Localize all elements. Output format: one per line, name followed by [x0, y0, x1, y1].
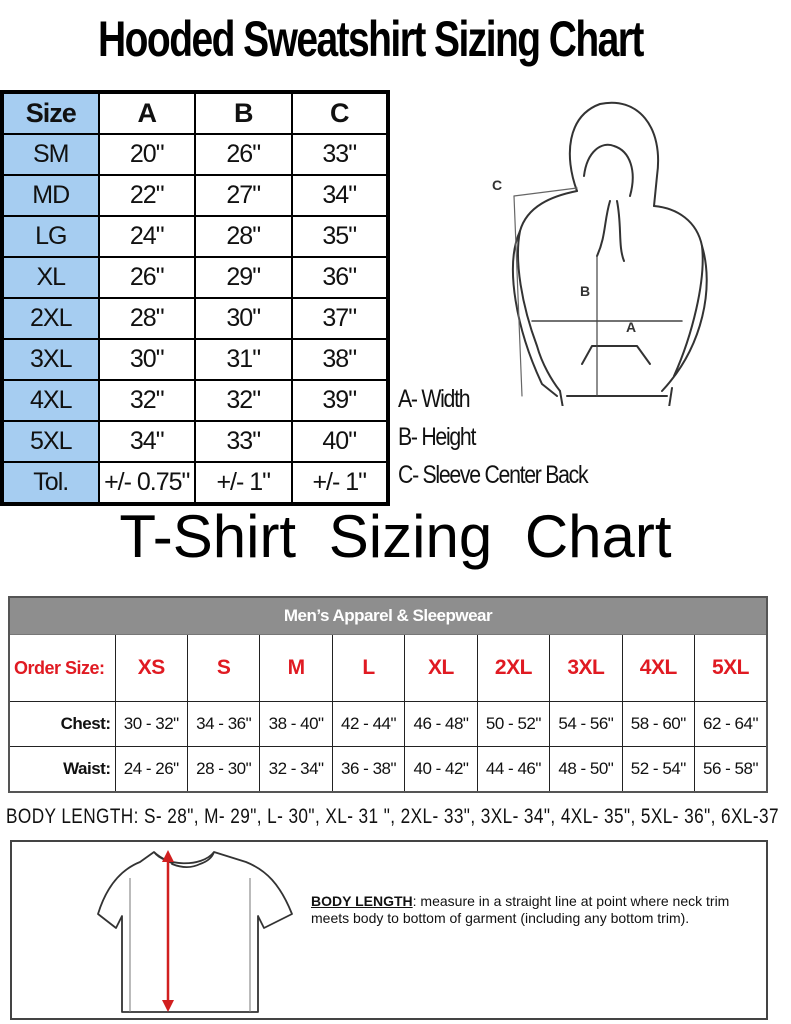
- order-size: XS: [115, 635, 187, 702]
- value-a: +/- 0.75": [99, 462, 196, 504]
- value-c: 37": [292, 298, 389, 339]
- waist-value: 52 - 54": [622, 747, 694, 793]
- size-label: XL: [2, 257, 99, 298]
- chest-value: 58 - 60": [622, 702, 694, 747]
- tshirt-chart-title: T-Shirt Sizing Chart: [119, 503, 672, 570]
- hoodie-row: [2, 216, 388, 257]
- mens-banner-row: [9, 597, 767, 635]
- order-size: L: [332, 635, 404, 702]
- waist-value: 44 - 46": [477, 747, 549, 793]
- size-label: Tol.: [2, 462, 99, 504]
- value-a: 22": [99, 175, 196, 216]
- hoodie-outline: [513, 103, 707, 406]
- value-c: 33": [292, 134, 389, 175]
- chest-value: 34 - 36": [187, 702, 259, 747]
- hoodie-row: [2, 339, 388, 380]
- chest-value: 62 - 64": [695, 702, 768, 747]
- body-length-heading: BODY LENGTH: [311, 893, 413, 909]
- value-b: 32": [195, 380, 292, 421]
- header-c: C: [292, 92, 389, 134]
- legend-height: B- Height: [398, 423, 476, 451]
- hoodie-row: [2, 134, 388, 175]
- value-a: 26": [99, 257, 196, 298]
- tshirt-diagram-illustration: [96, 844, 296, 1016]
- value-c: 34": [292, 175, 389, 216]
- value-a: 28": [99, 298, 196, 339]
- value-c: 40": [292, 421, 389, 462]
- order-size: 3XL: [550, 635, 622, 702]
- hoodie-header-row: [2, 92, 388, 134]
- chest-value: 38 - 40": [260, 702, 332, 747]
- header-size: Size: [2, 92, 99, 134]
- value-a: 30": [99, 339, 196, 380]
- value-a: 32": [99, 380, 196, 421]
- header-b: B: [195, 92, 292, 134]
- size-label: 4XL: [2, 380, 99, 421]
- order-size: 2XL: [477, 635, 549, 702]
- value-a: 34": [99, 421, 196, 462]
- chest-value: 42 - 44": [332, 702, 404, 747]
- value-b: 33": [195, 421, 292, 462]
- body-length-text: : measure in a straight line at point where neck trim meets body to bottom of garment (including any bottom trim).: [311, 893, 730, 926]
- hoodie-row: [2, 257, 388, 298]
- hoodie-row: [2, 175, 388, 216]
- waist-value: 36 - 38": [332, 747, 404, 793]
- header-a: A: [99, 92, 196, 134]
- order-size: 4XL: [622, 635, 694, 702]
- mens-size-table-wrapper: [8, 596, 768, 792]
- size-label: LG: [2, 216, 99, 257]
- hoodie-size-table: [0, 90, 390, 506]
- diagram-label-b: B: [580, 283, 591, 299]
- legend-width: A- Width: [398, 385, 470, 413]
- tshirt-outline: [98, 852, 292, 1012]
- waist-row: [9, 747, 767, 793]
- value-b: 26": [195, 134, 292, 175]
- body-length-summary: BODY LENGTH: S- 28", M- 29", L- 30", XL- 31 ", 2XL- 33", 3XL- 34", 4XL- 35", 5XL- 36", 6XL-37: [6, 805, 779, 828]
- value-a: 24": [99, 216, 196, 257]
- waist-value: 48 - 50": [550, 747, 622, 793]
- value-b: 29": [195, 257, 292, 298]
- body-length-description: [311, 893, 731, 927]
- size-label: 2XL: [2, 298, 99, 339]
- waist-value: 56 - 58": [695, 747, 768, 793]
- hoodie-row: [2, 421, 388, 462]
- order-size: 5XL: [695, 635, 768, 702]
- value-c: 38": [292, 339, 389, 380]
- value-c: 35": [292, 216, 389, 257]
- order-size: S: [187, 635, 259, 702]
- size-label: MD: [2, 175, 99, 216]
- diagram-label-a: A: [626, 319, 637, 335]
- size-label: SM: [2, 134, 99, 175]
- chest-value: 46 - 48": [405, 702, 477, 747]
- chest-value: 50 - 52": [477, 702, 549, 747]
- chest-row: [9, 702, 767, 747]
- legend-sleeve: C- Sleeve Center Back: [398, 461, 588, 489]
- order-size: XL: [405, 635, 477, 702]
- order-size-label: Order Size:: [9, 635, 115, 702]
- mens-size-table: [8, 596, 768, 793]
- waist-value: 24 - 26": [115, 747, 187, 793]
- waist-label: Waist:: [9, 747, 115, 793]
- order-size-row: [9, 635, 767, 702]
- size-label: 3XL: [2, 339, 99, 380]
- chest-value: 54 - 56": [550, 702, 622, 747]
- value-b: 31": [195, 339, 292, 380]
- value-c: +/- 1": [292, 462, 389, 504]
- value-b: 30": [195, 298, 292, 339]
- mens-table-banner: Men’s Apparel & Sleepwear: [9, 597, 767, 635]
- hoodie-diagram-illustration: [392, 96, 782, 406]
- value-b: +/- 1": [195, 462, 292, 504]
- waist-value: 40 - 42": [405, 747, 477, 793]
- chest-label: Chest:: [9, 702, 115, 747]
- order-size: M: [260, 635, 332, 702]
- hoodie-tolerance-row: [2, 462, 388, 504]
- chest-value: 30 - 32": [115, 702, 187, 747]
- hoodie-chart-title: Hooded Sweatshirt Sizing Chart: [98, 11, 643, 67]
- hoodie-row: [2, 298, 388, 339]
- diagram-label-c: C: [492, 177, 503, 193]
- value-c: 36": [292, 257, 389, 298]
- value-b: 27": [195, 175, 292, 216]
- value-a: 20": [99, 134, 196, 175]
- waist-value: 28 - 30": [187, 747, 259, 793]
- hoodie-row: [2, 380, 388, 421]
- size-label: 5XL: [2, 421, 99, 462]
- value-b: 28": [195, 216, 292, 257]
- waist-value: 32 - 34": [260, 747, 332, 793]
- value-c: 39": [292, 380, 389, 421]
